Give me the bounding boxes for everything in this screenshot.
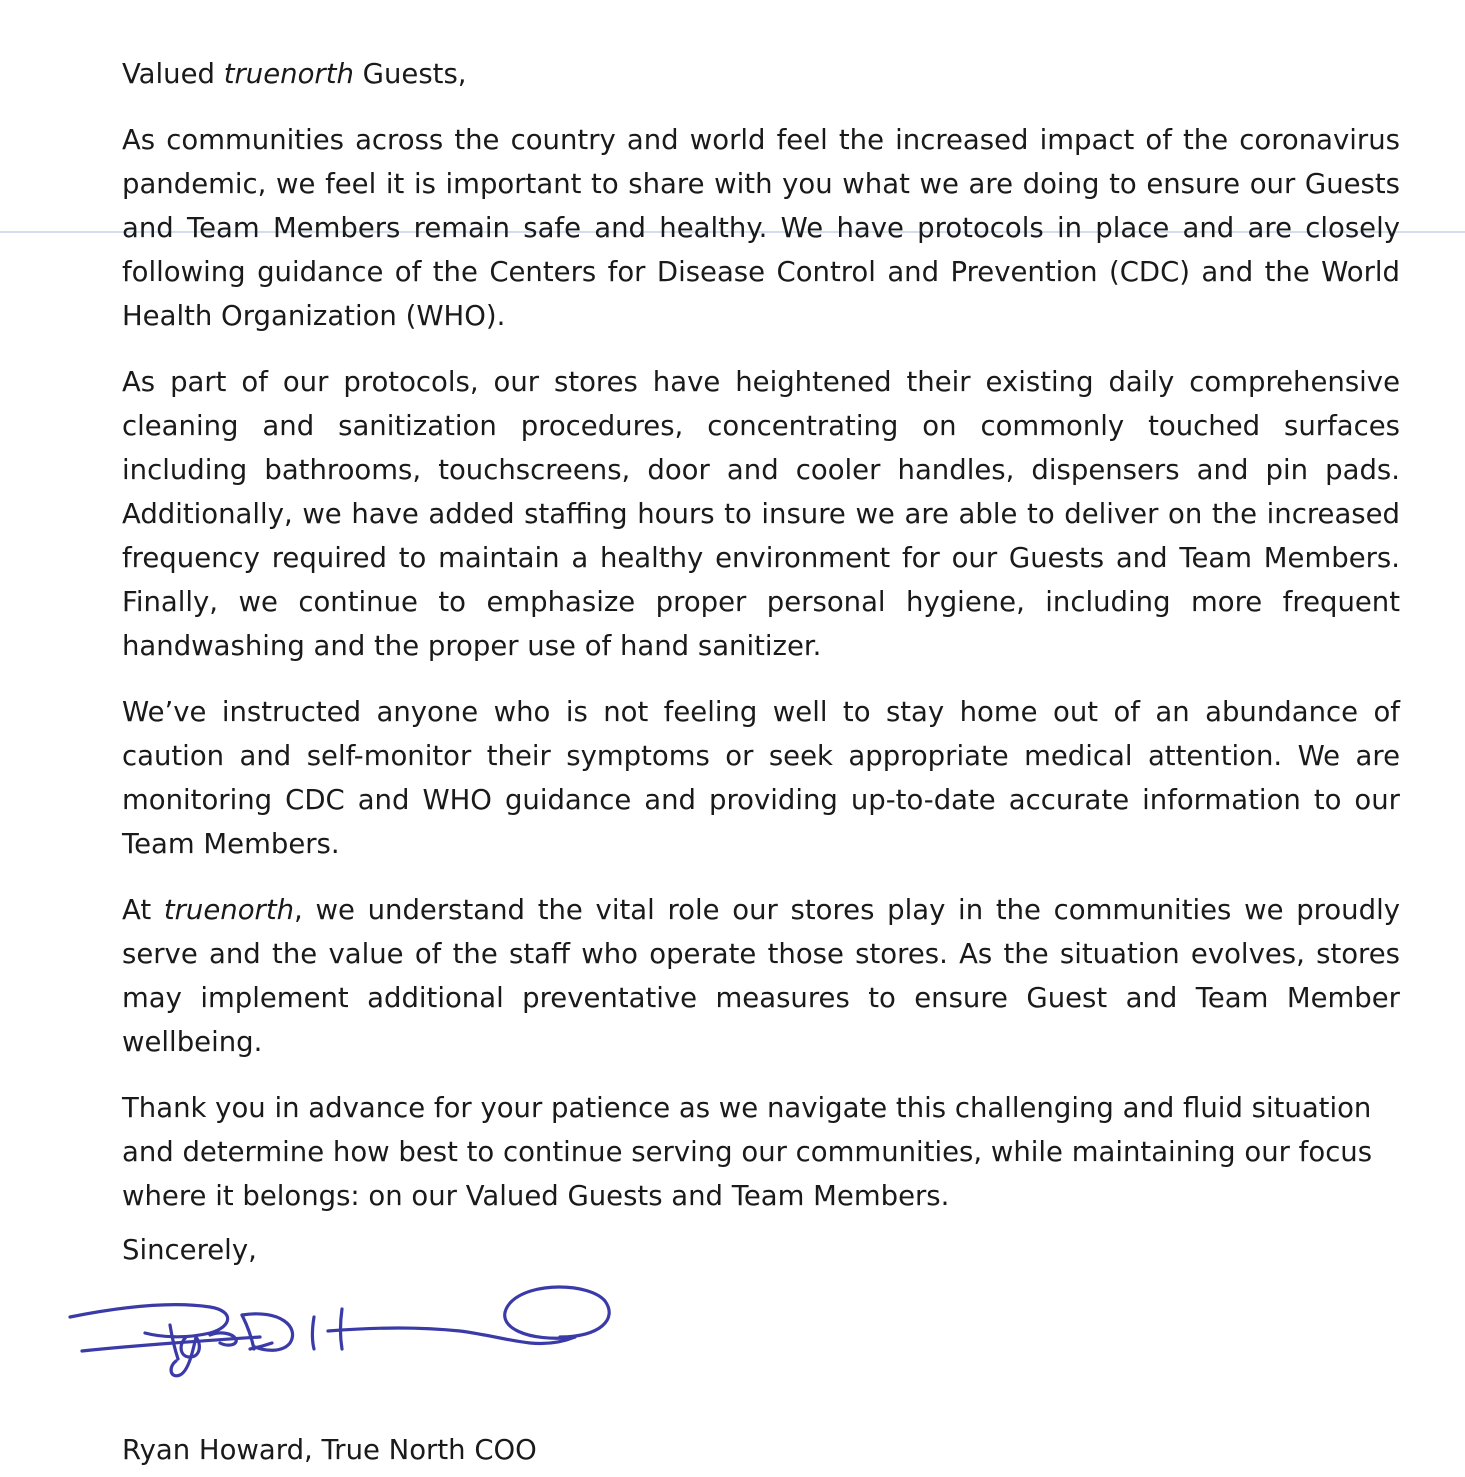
handwritten-signature <box>60 1275 620 1390</box>
brand-name: truenorth <box>223 58 354 90</box>
sign-off: Sincerely, <box>122 1234 257 1266</box>
paragraph-protocols: As part of our protocols, our stores have heightened their existing daily comprehensive cleaning and sanitization procedures, concentrating on commonly touched surfaces including bathrooms, touchscreens, door and cooler handles, dispensers and pin pads. Additionally, we have added staffing hours to insure we are able to deliver on the increased frequency required to maintain a healthy environment for our Guests and Team Members. Finally, we continue to emphasize proper personal hygiene, including more frequent handwashing and the proper use of hand sanitizer. <box>122 366 1400 662</box>
paragraph-intro: As communities across the country and world feel the increased impact of the coronavirus pandemic, we feel it is important to share with you what we are doing to ensure our Guests and Team Members remain safe and healthy. We have protocols in place and are closely following guidance of the Centers for Disease Control and Prevention (CDC) and the World Health Organization (WHO). <box>122 124 1400 332</box>
paragraph-health-guidance: We’ve instructed anyone who is not feeling well to stay home out of an abundance of caution and self-monitor their symptoms or seek appropriate medical attention. We are monitoring CDC and WHO guidance and providing up-to-date accurate information to our Team Members. <box>122 696 1400 860</box>
paragraph-thank-you: Thank you in advance for your patience as we navigate this challenging and fluid situation and determine how best to continue serving our communities, while maintaining our focus where it belongs: on our Valued Guests and Team Members. <box>122 1092 1373 1212</box>
paragraph-community: At truenorth, we understand the vital role our stores play in the communities we proudly serve and the value of the staff who operate those stores. As the situation evolves, stores may implement additional preventative measures to ensure Guest and Team Member wellbeing. <box>122 894 1400 1058</box>
signer-name: Ryan Howard, True North COO <box>122 1434 537 1466</box>
brand-name: truenorth <box>163 894 295 926</box>
greeting: Valued truenorth Guests, <box>122 58 467 90</box>
letter-body <box>122 52 1400 1240</box>
